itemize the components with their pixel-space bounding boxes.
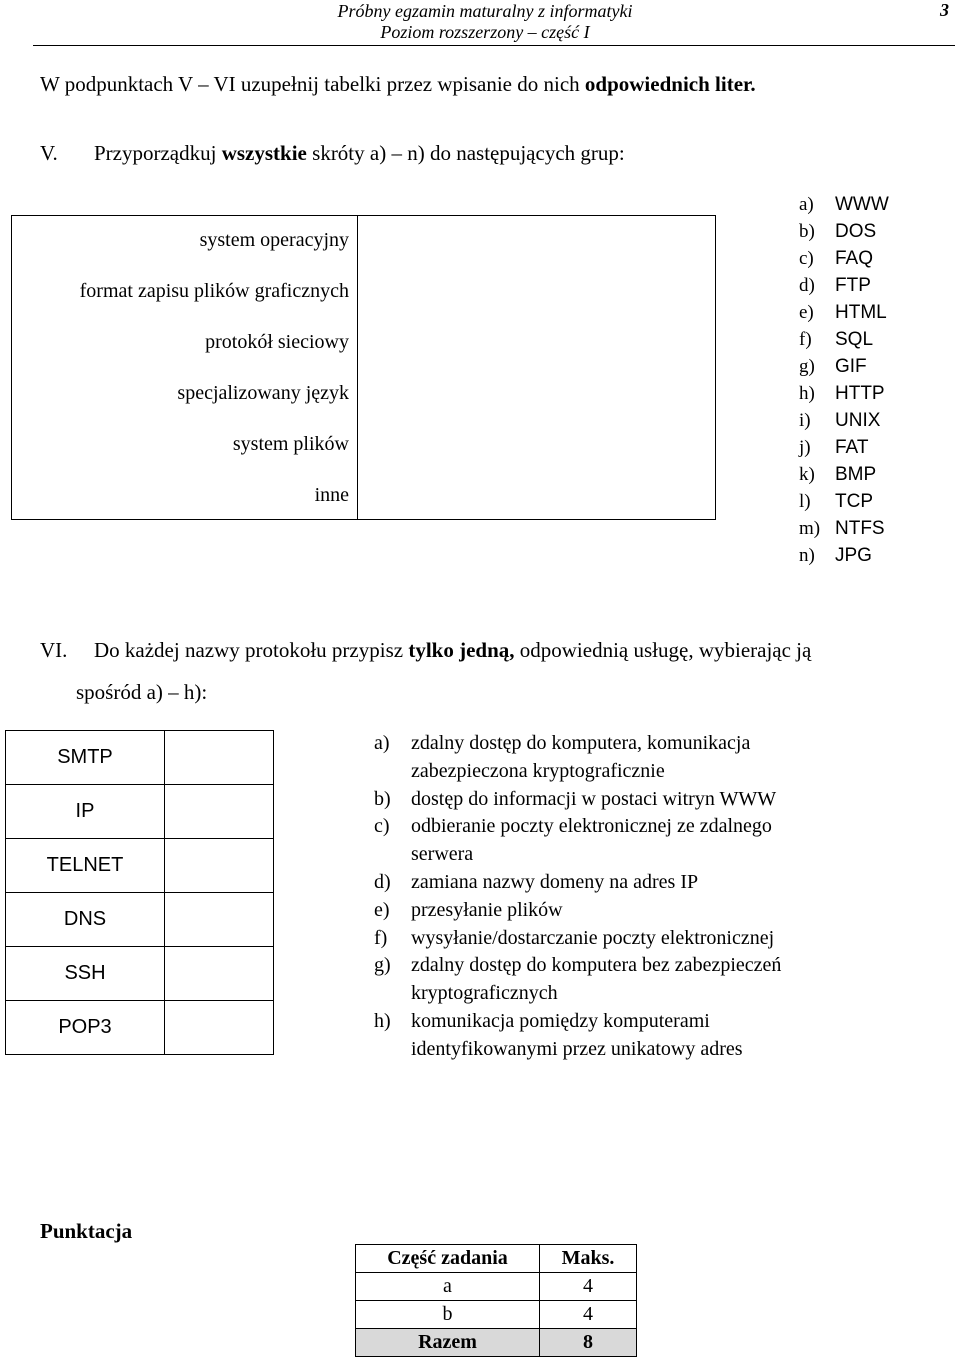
table-row (356, 1245, 637, 1273)
task6-table (5, 730, 274, 1055)
total-label: Razem (356, 1329, 540, 1357)
item-key: f) (799, 329, 812, 350)
item-key: h) (799, 383, 815, 404)
table-row (6, 731, 274, 785)
task5-bold: wszystkie (221, 141, 307, 165)
group-label: specjalizowany język (177, 382, 349, 404)
item-key: i) (799, 410, 811, 431)
intro-bold: odpowiednich liter. (584, 72, 756, 96)
item-key: f) (374, 926, 388, 949)
task6-prefix: Do każdej nazwy protokołu przypisz (94, 638, 409, 662)
item-key: d) (374, 870, 391, 893)
item-value: WWW (835, 194, 889, 215)
task6-number: VI. (40, 638, 68, 662)
item-value: FTP (835, 275, 871, 296)
scoring-table (355, 1244, 637, 1357)
answer-cell[interactable] (165, 947, 274, 1001)
item-key: g) (799, 356, 815, 377)
item-line: serwera (411, 843, 474, 866)
table-row (356, 1301, 637, 1329)
table-row (6, 785, 274, 839)
list-item (799, 272, 889, 299)
table-row (6, 947, 274, 1001)
group-label: system operacyjny (199, 229, 349, 251)
list-item (799, 191, 889, 218)
item-value: NTFS (835, 518, 885, 539)
item-key: b) (374, 787, 391, 810)
item-value: FAQ (835, 248, 874, 269)
item-line: wysyłanie/dostarczanie poczty elektronicznej (411, 926, 775, 949)
group-label: system plików (232, 433, 349, 455)
item-value: TCP (835, 491, 873, 512)
answer-cell[interactable] (165, 893, 274, 947)
part-cell: b (356, 1301, 540, 1329)
services-list (374, 730, 954, 1064)
intro-prefix: W podpunktach V – VI uzupełnij tabelki przez wpisanie do nich (40, 72, 585, 96)
item-key: e) (799, 302, 814, 323)
table-row (356, 1329, 637, 1357)
part-cell: a (356, 1273, 540, 1301)
table-row (6, 893, 274, 947)
item-key: c) (799, 248, 814, 269)
item-key: g) (374, 954, 391, 977)
item-value: DOS (835, 221, 877, 242)
list-item (799, 542, 889, 569)
item-line: komunikacja pomiędzy komputerami (411, 1009, 710, 1032)
answer-cell[interactable] (165, 1001, 274, 1055)
list-item (799, 380, 889, 407)
list-item (374, 730, 954, 786)
column-header: Maks. (540, 1245, 637, 1273)
task5-table (11, 215, 716, 520)
list-item (799, 353, 889, 380)
item-value: UNIX (835, 410, 881, 431)
scoring-title: Punktacja (40, 1219, 133, 1243)
list-item (799, 515, 889, 542)
list-item (374, 786, 954, 814)
task5-number: V. (40, 141, 58, 165)
list-item (799, 461, 889, 488)
list-item (374, 1008, 954, 1064)
item-value: SQL (835, 329, 874, 350)
protocol-cell: DNS (6, 893, 165, 947)
protocol-cell: IP (6, 785, 165, 839)
task6-bold: tylko jedną, (408, 638, 515, 662)
item-line: zabezpieczona kryptograficznie (411, 759, 665, 782)
item-key: c) (374, 815, 390, 838)
task5-answer-column[interactable] (358, 216, 715, 519)
list-item (374, 869, 954, 897)
item-value: HTTP (835, 383, 885, 404)
item-key: e) (374, 898, 390, 921)
group-label: protokół sieciowy (205, 331, 349, 353)
list-item (374, 952, 954, 1008)
item-value: JPG (835, 545, 872, 566)
list-item (799, 326, 889, 353)
item-key: a) (374, 732, 390, 754)
group-label: format zapisu plików graficznych (79, 280, 349, 302)
item-line: kryptograficznych (411, 982, 558, 1005)
list-item (799, 434, 889, 461)
list-item (799, 488, 889, 515)
header-line-1: Próbny egzamin maturalny z informatyki (337, 1, 633, 21)
item-line: zdalny dostęp do komputera, komunikacja (411, 732, 751, 754)
page-number: 3 (940, 0, 949, 20)
task5-prefix: Przyporządkuj (94, 141, 222, 165)
item-line: zamiana nazwy domeny na adres IP (411, 870, 699, 893)
item-text (411, 813, 772, 869)
item-key: a) (799, 194, 814, 215)
list-item (374, 897, 954, 925)
task5-suffix: skróty a) – n) do następujących grup: (306, 141, 625, 165)
item-key: l) (799, 491, 811, 512)
answer-cell[interactable] (165, 731, 274, 785)
protocol-cell: SMTP (6, 731, 165, 785)
list-item (799, 407, 889, 434)
item-key: j) (799, 437, 811, 458)
item-line: przesyłanie plików (411, 898, 563, 921)
intro-text (40, 71, 756, 97)
task6-instruction (94, 637, 811, 663)
item-line: identyfikowanymi przez unikatowy adres (411, 1037, 743, 1060)
answer-cell[interactable] (165, 785, 274, 839)
item-key: n) (799, 545, 815, 566)
item-line: dostęp do informacji w postaci witryn WWW (411, 787, 777, 810)
item-key: m) (799, 518, 821, 539)
max-cell: 4 (540, 1301, 637, 1329)
list-item (799, 218, 889, 245)
header-line-2: Poziom rozszerzony – część I (380, 22, 590, 42)
item-key: d) (799, 275, 815, 296)
group-label: inne (314, 484, 349, 506)
item-key: b) (799, 221, 815, 242)
item-text (411, 952, 781, 1008)
item-text (411, 730, 750, 786)
task6-suffix: odpowiednią usługę, wybierając ją (514, 638, 812, 662)
list-item (799, 245, 889, 272)
task6-instruction-line2: spośród a) – h): (76, 680, 208, 704)
task5-instruction (94, 140, 625, 166)
item-value: BMP (835, 464, 877, 485)
protocol-cell: SSH (6, 947, 165, 1001)
item-value: FAT (835, 437, 869, 458)
item-line: zdalny dostęp do komputera bez zabezpieczeń (411, 954, 782, 977)
answer-cell[interactable] (165, 839, 274, 893)
task5-label-column (12, 216, 358, 519)
table-row (6, 839, 274, 893)
protocol-cell: POP3 (6, 1001, 165, 1055)
list-item (374, 925, 954, 953)
item-key: h) (374, 1009, 391, 1032)
protocol-cell: TELNET (6, 839, 165, 893)
item-value: HTML (835, 302, 887, 323)
column-header: Część zadania (356, 1245, 540, 1273)
item-text (411, 1008, 743, 1064)
item-value: GIF (835, 356, 867, 377)
list-item (374, 813, 954, 869)
list-item (799, 299, 889, 326)
item-key: k) (799, 464, 815, 485)
total-value: 8 (540, 1329, 637, 1357)
header-rule (33, 45, 955, 46)
max-cell: 4 (540, 1273, 637, 1301)
abbreviation-list (799, 191, 889, 569)
table-row (356, 1273, 637, 1301)
table-row (6, 1001, 274, 1055)
item-line: odbieranie poczty elektronicznej ze zdalnego (411, 815, 772, 838)
